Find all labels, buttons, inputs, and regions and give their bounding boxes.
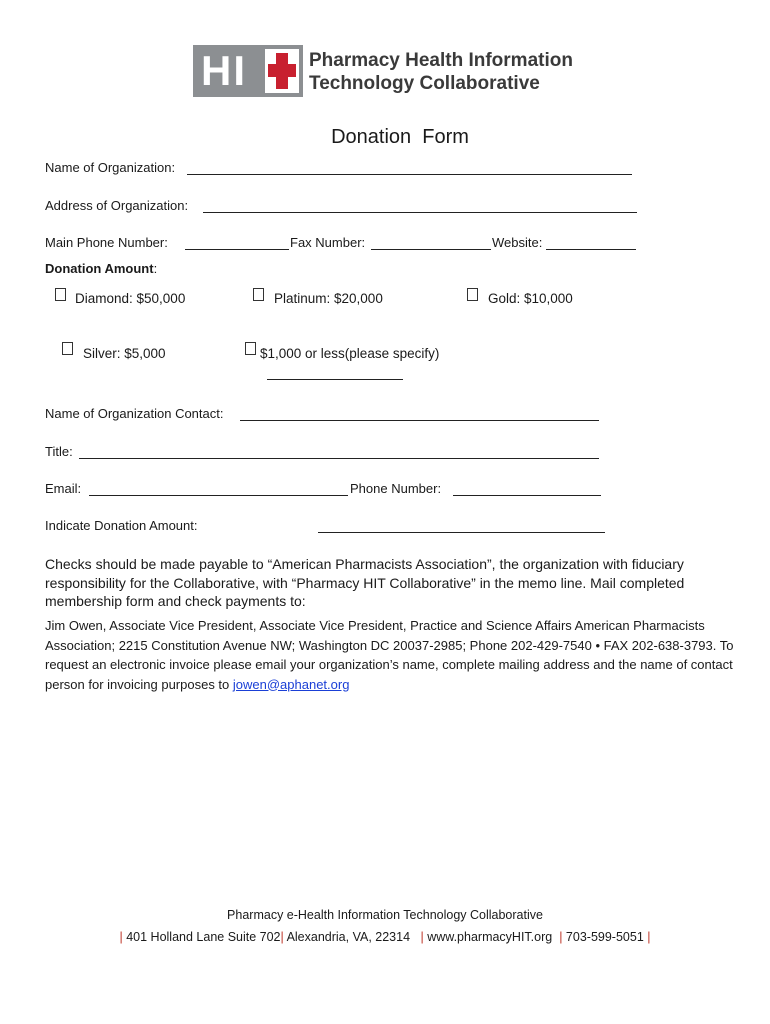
silver-label: Silver: $5,000 <box>83 346 166 361</box>
email-label: Email: <box>45 481 82 496</box>
footer-separator: | <box>559 930 563 944</box>
phone-label: Phone Number: <box>350 481 442 496</box>
gold-checkbox[interactable] <box>467 288 478 301</box>
footer-phone: 703-599-5051 <box>565 930 644 944</box>
footer-separator: | <box>647 930 651 944</box>
footer-address: 401 Holland Lane Suite 702 <box>126 930 281 944</box>
main-phone-label: Main Phone Number: <box>45 235 168 250</box>
footer-separator: | <box>119 930 123 944</box>
form-title: Donation Form <box>331 126 469 148</box>
checks-instructions: Checks should be made payable to “American Pharmacists Association”, the organization with fiduciary responsibility for the Collaborative, with “Pharmacy HIT Collaborative” in the memo line. Mail completed membership form and check payments to: <box>45 556 685 609</box>
logo-name-line1: Pharmacy Health Information <box>309 50 573 71</box>
website-label: Website: <box>492 235 543 250</box>
donation-amount-heading-colon: : <box>153 261 158 276</box>
footer-contact-line <box>0 929 770 945</box>
fax-field[interactable] <box>371 249 491 250</box>
other-amount-checkbox[interactable] <box>245 342 256 355</box>
logo <box>193 45 583 97</box>
main-phone-field[interactable] <box>185 249 289 250</box>
email-field[interactable] <box>89 495 348 496</box>
mailing-address-text: Jim Owen, Associate Vice President, Associate Vice President, Practice and Science Affairs American Pharmacists Association; 2215 Constitution Avenue NW; Washington DC 20037-2985; Phone 202-429-7540 • FAX 202-638-3793. To request an electronic invoice please email your organization’s name, complete mailing address and the name of contact person for invoicing purposes to <box>45 618 734 692</box>
contact-email-link[interactable]: jowen@aphanet.org <box>232 676 350 692</box>
logo-mark-text: HI <box>201 47 247 94</box>
diamond-label: Diamond: $50,000 <box>75 291 186 306</box>
org-address-label: Address of Organization: <box>45 198 189 213</box>
indicate-amount-label: Indicate Donation Amount: <box>45 518 198 533</box>
footer-website[interactable]: www.pharmacyHIT.org <box>427 930 553 944</box>
mailing-address-instructions <box>45 616 735 694</box>
title-label: Title: <box>45 444 73 459</box>
org-name-field[interactable] <box>187 174 632 175</box>
platinum-label: Platinum: $20,000 <box>274 291 383 306</box>
phone-field[interactable] <box>453 495 601 496</box>
diamond-checkbox[interactable] <box>55 288 66 301</box>
org-address-field[interactable] <box>203 212 637 213</box>
footer-org-name: Pharmacy e-Health Information Technology Collaborative <box>227 908 543 922</box>
other-amount-label: $1,000 or less(please specify) <box>260 346 440 361</box>
donation-amount-heading-text: Donation Amount <box>45 261 154 276</box>
fax-label: Fax Number: <box>290 235 366 250</box>
other-amount-field[interactable] <box>267 379 403 380</box>
website-field[interactable] <box>546 249 636 250</box>
footer-separator: | <box>420 930 424 944</box>
contact-name-label: Name of Organization Contact: <box>45 406 224 421</box>
platinum-checkbox[interactable] <box>253 288 264 301</box>
contact-name-field[interactable] <box>240 420 599 421</box>
footer-city: Alexandria, VA, 22314 <box>286 930 411 944</box>
indicate-amount-field[interactable] <box>318 532 605 533</box>
org-name-label: Name of Organization: <box>45 160 176 175</box>
logo-name-line2: Technology Collaborative <box>309 73 540 94</box>
silver-checkbox[interactable] <box>62 342 73 355</box>
title-field[interactable] <box>79 458 599 459</box>
footer-separator: | <box>280 930 284 944</box>
donation-amount-heading <box>45 261 157 277</box>
gold-label: Gold: $10,000 <box>488 291 573 306</box>
